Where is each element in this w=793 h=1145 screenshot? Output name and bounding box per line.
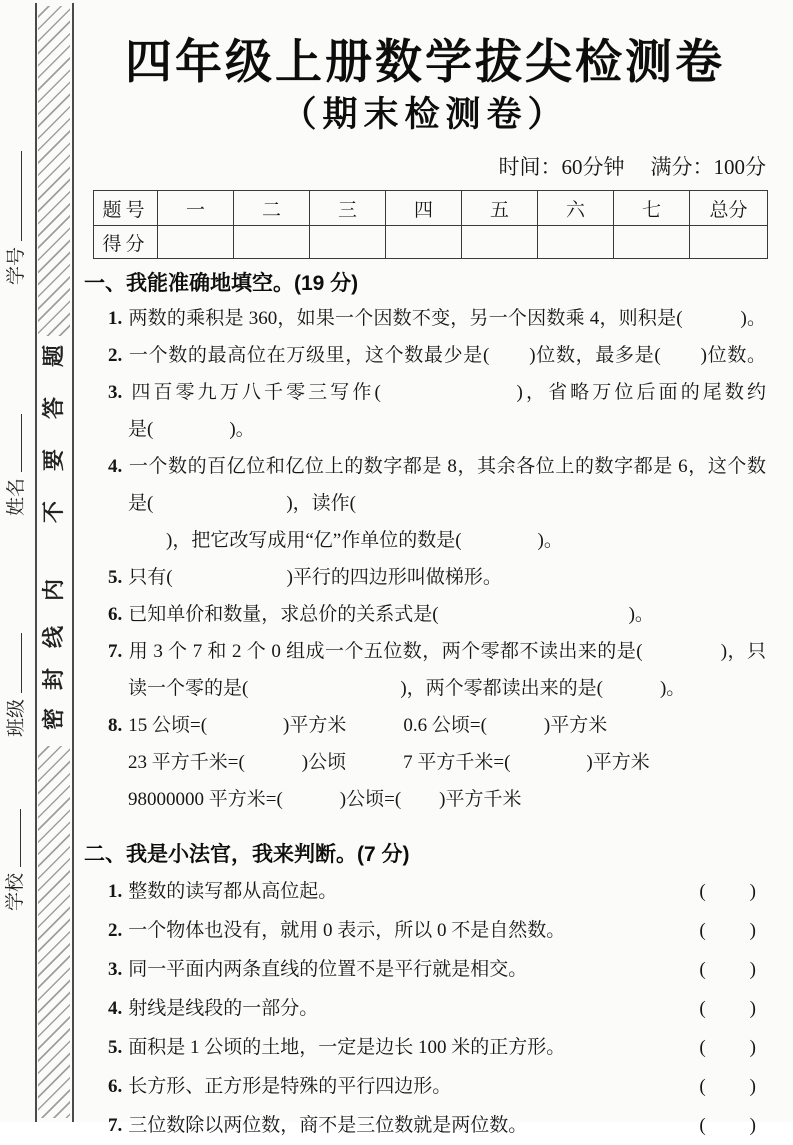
item-text: 一个数的最高位在万级里，这个数最少是( )位数，最多是( )位数。: [128, 345, 766, 366]
judge-item: [84, 989, 766, 1028]
item-text: 是( )，读作(: [128, 493, 356, 514]
judge-item: [84, 1106, 766, 1145]
seal-text-char: 要: [41, 449, 66, 472]
item-text: 两数的乘积是 360，如果一个因数不变，另一个因数乘 4，则积是( )。: [128, 308, 766, 329]
seal-text-char: 题: [41, 345, 66, 368]
item-text: 读一个零的是( )，两个零都读出来的是( )。: [128, 678, 686, 699]
fill-item: [84, 559, 766, 596]
section-1-heading: 一、我能准确地填空。(19 分): [84, 272, 359, 295]
item-text: 同一平面内两条直线的位置不是平行就是相交。: [128, 959, 528, 980]
score-table-header-cell: 总分: [690, 191, 768, 226]
item-text: 整数的读写都从高位起。: [128, 881, 338, 902]
item-text: 已知单价和数量，求总价的关系式是( )。: [128, 604, 654, 625]
score-cell: [462, 226, 538, 259]
item-text: 射线是线段的一部分。: [128, 998, 319, 1019]
item-number: 8.: [108, 715, 123, 736]
item-text: 面积是 1 公顷的土地，一定是边长 100 米的正方形。: [128, 1037, 566, 1058]
score-cell: [310, 226, 386, 259]
seal-text-char: 答: [41, 397, 66, 420]
score-table-header-cell: 一: [158, 191, 234, 226]
item-number: 3.: [108, 382, 123, 403]
fill-item: [84, 374, 766, 448]
item-number: 3.: [108, 959, 123, 980]
item-number: 2.: [108, 345, 123, 366]
score-table-header-cell: 四: [386, 191, 462, 226]
score-cell: [158, 226, 234, 259]
fill-item: [84, 337, 766, 374]
item-number: 1.: [108, 308, 123, 329]
judge-item: [84, 872, 766, 911]
seal-text-char: 线: [41, 626, 66, 649]
answer-bracket: ( ): [699, 998, 758, 1019]
score-cell: [538, 226, 614, 259]
item-number: 4.: [108, 456, 123, 477]
answer-bracket: ( ): [699, 1076, 758, 1097]
section-1-items: [84, 300, 766, 818]
exam-content: [84, 20, 766, 1145]
fill-item: [84, 300, 766, 337]
answer-bracket: ( ): [699, 1115, 758, 1136]
seal-text-char: 封: [41, 668, 66, 691]
section-2-heading: 二、我是小法官，我来判断。(7 分): [84, 843, 410, 866]
seal-text-char: 内: [41, 579, 66, 602]
student-name-field: [4, 414, 30, 516]
item-text: 四百零九万八千零三写作( )，省略万位后面的尾数约: [128, 382, 766, 403]
exam-title: 四年级上册数学拔尖检测卷: [125, 37, 725, 89]
item-text: 用 3 个 7 和 2 个 0 组成一个五位数，两个零都不读出来的是( )，只: [128, 641, 766, 662]
score-cell: [614, 226, 690, 259]
item-text: 长方形、正方形是特殊的平行四边形。: [128, 1076, 452, 1097]
item-number: 4.: [108, 998, 123, 1019]
score-table-header-cell: 题号: [94, 191, 158, 226]
item-number: 6.: [108, 604, 123, 625]
class-blank-line: [7, 633, 22, 693]
seal-text-char: 不: [41, 501, 66, 524]
score-table-header-cell: 二: [234, 191, 310, 226]
item-text: 98000000 平方米=( )公顷=( )平方千米: [128, 789, 522, 810]
seal-line-right-rule: [72, 3, 74, 1122]
score-cell: [234, 226, 310, 259]
answer-bracket: ( ): [699, 1037, 758, 1058]
class-label: 班级: [6, 698, 27, 737]
judge-item: [84, 1067, 766, 1106]
seal-line-left-rule: [35, 3, 37, 1122]
score-table-header-cell: 六: [538, 191, 614, 226]
item-text: 一个数的百亿位和亿位上的数字都是 8，其余各位上的数字都是 6，这个数: [128, 456, 766, 477]
fill-item: [84, 448, 766, 559]
fill-item: [84, 633, 766, 707]
item-number: 1.: [108, 881, 123, 902]
item-text: 23 平方千米=( )公顷 7 平方千米=( )平方米: [128, 752, 650, 773]
item-number: 7.: [108, 641, 123, 662]
item-number: 5.: [108, 567, 123, 588]
hatch-pattern-top: [38, 6, 70, 336]
fill-item: [84, 596, 766, 633]
student-name-label: 姓名: [6, 477, 27, 516]
student-name-blank-line: [7, 414, 22, 472]
student-id-field: [4, 151, 30, 285]
item-text: 一个物体也没有，就用 0 表示，所以 0 不是自然数。: [128, 920, 566, 941]
item-text: 三位数除以两位数，商不是三位数就是两位数。: [128, 1115, 528, 1136]
item-text: )，把它改写成用“亿”作单位的数是( )。: [128, 530, 563, 551]
school-blank-line: [6, 809, 21, 867]
score-cell: [386, 226, 462, 259]
score-table-header-cell: 五: [462, 191, 538, 226]
time-limit: 时间：60分钟: [498, 155, 625, 179]
hatch-pattern-bottom: [38, 746, 70, 1118]
seal-text-char: 密: [41, 708, 66, 731]
score-row-label: 得分: [94, 226, 158, 259]
judge-item: [84, 950, 766, 989]
section-2-items: [84, 872, 766, 1145]
full-score: 满分：100分: [650, 155, 766, 179]
student-id-label: 学号: [6, 246, 27, 285]
fill-item: [84, 707, 766, 818]
class-field: [4, 633, 30, 737]
answer-bracket: ( ): [699, 959, 758, 980]
exam-subtitle: （期末检测卷）: [281, 95, 569, 134]
score-table: [93, 190, 768, 259]
exam-meta: [84, 154, 766, 180]
item-text: 只有( )平行的四边形叫做梯形。: [128, 567, 502, 588]
student-id-blank-line: [7, 151, 22, 241]
score-table-header-cell: 三: [310, 191, 386, 226]
item-number: 6.: [108, 1076, 123, 1097]
score-table-header-cell: 七: [614, 191, 690, 226]
answer-bracket: ( ): [699, 920, 758, 941]
score-cell: [690, 226, 768, 259]
item-number: 2.: [108, 920, 123, 941]
school-field: [3, 809, 29, 911]
item-number: 7.: [108, 1115, 123, 1136]
judge-item: [84, 1028, 766, 1067]
item-text: 15 公顷=( )平方米 0.6 公顷=( )平方米: [128, 715, 608, 736]
item-number: 5.: [108, 1037, 123, 1058]
judge-item: [84, 911, 766, 950]
school-label: 学校: [5, 872, 26, 911]
item-text: 是( )。: [128, 419, 255, 440]
answer-bracket: ( ): [699, 881, 758, 902]
